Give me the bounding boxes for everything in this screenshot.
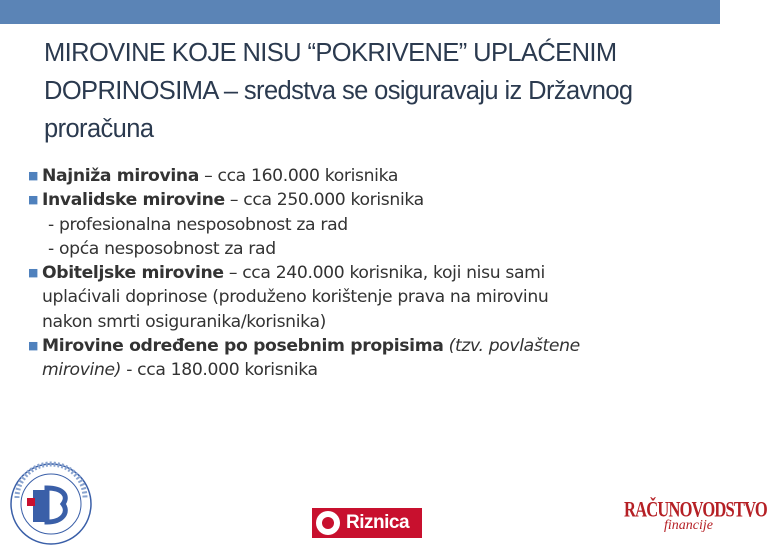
- slide-title: [44, 34, 704, 148]
- bullet-item: [28, 334, 708, 358]
- racunovodstvo-logo: [624, 496, 767, 540]
- bullet-italic: (tzv. povlaštene: [443, 336, 580, 357]
- square-bullet-icon: ■: [28, 266, 39, 280]
- racunovodstvo-logo-text: RAČUNOVODSTVO: [624, 496, 767, 522]
- bullet-italic: mirovine): [42, 360, 122, 381]
- bullet-continuation: uplaćivali doprinose (produženo korištenje prava na mirovinu: [42, 287, 549, 308]
- riznica-logo: [312, 508, 422, 538]
- riznica-emblem-icon: [316, 511, 340, 535]
- bullet-continuation: [28, 358, 708, 382]
- bullet-bold: Mirovine određene po posebnim propisima: [42, 336, 444, 357]
- bullet-bold: Obiteljske mirovine: [42, 263, 224, 284]
- bullet-bold: Invalidske mirovine: [42, 190, 225, 211]
- bullet-item: [28, 164, 708, 188]
- riznica-logo-text: Riznica: [346, 512, 410, 533]
- bullet-continuation: nakon smrti osiguranika/korisnika): [42, 311, 326, 332]
- square-bullet-icon: ■: [28, 193, 39, 207]
- bullet-bold: Najniža mirovina: [42, 166, 200, 186]
- sub-item: - profesionalna nesposobnost za rad: [48, 214, 348, 235]
- title-line-2: DOPRINOSIMA – sredstva se osiguravaju iz Državnog: [44, 77, 633, 105]
- bullet-text: – cca 240.000 korisnika, koji nisu sami: [223, 263, 545, 284]
- bullet-item: [28, 188, 708, 212]
- title-line-1: MIROVINE KOJE NISU “POKRIVENE” UPLAĆENIM: [44, 39, 617, 67]
- top-accent-bar: [0, 0, 720, 24]
- bullet-list: [28, 164, 708, 383]
- bullet-item: [28, 261, 708, 285]
- bullet-text: - cca 180.000 korisnika: [121, 360, 318, 381]
- square-bullet-icon: ■: [28, 339, 39, 353]
- financije-logo-text: financije: [664, 518, 713, 533]
- square-bullet-icon: ■: [28, 169, 39, 182]
- institution-seal-logo: [3, 458, 99, 540]
- sub-item: - opća nesposobnost za rad: [48, 238, 276, 259]
- bullet-text: – cca 160.000 korisnika: [199, 166, 399, 186]
- title-line-3: proračuna: [44, 115, 154, 143]
- bullet-text: – cca 250.000 korisnika: [224, 190, 424, 211]
